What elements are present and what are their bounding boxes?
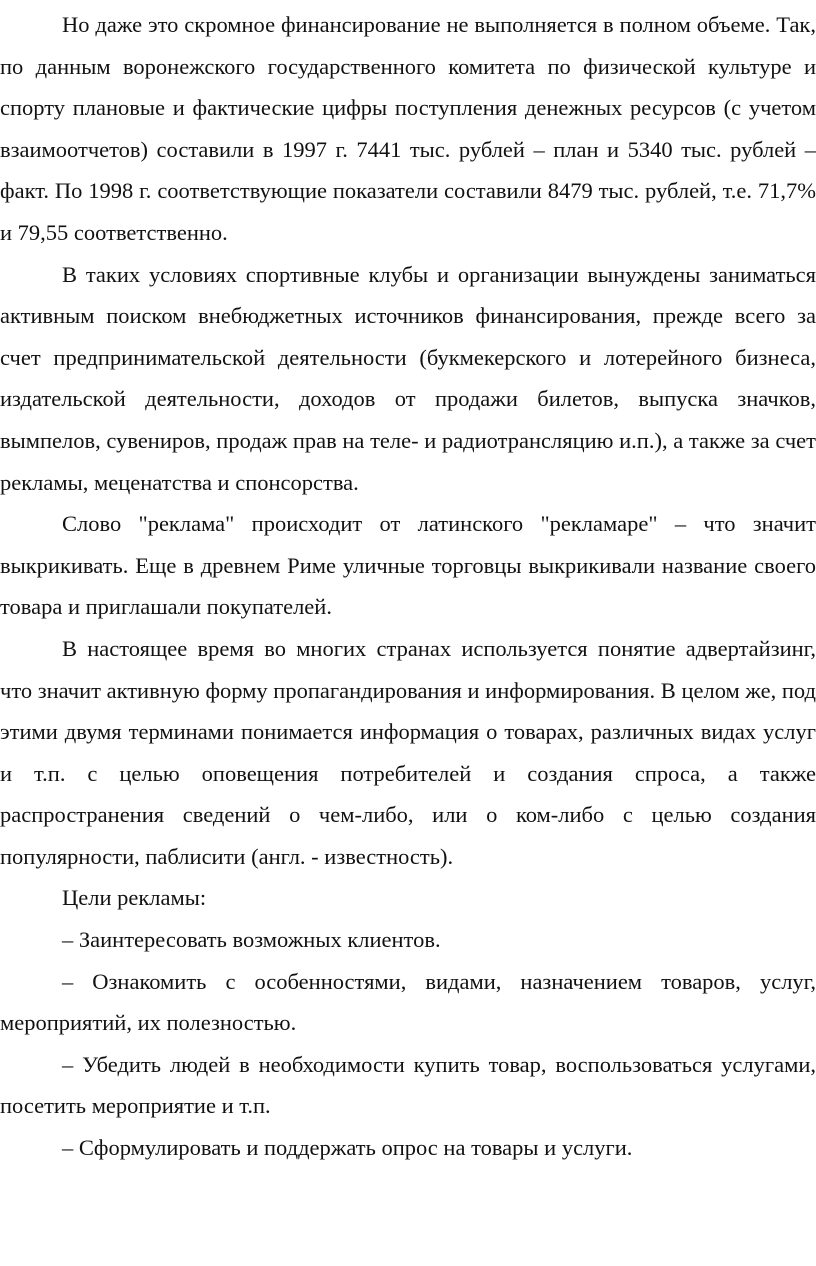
goal-item-acquaint: – Ознакомить с особенностями, видами, назначением товаров, услуг, мероприятий, их полезностью.: [0, 968, 816, 1036]
goal-item-formulate: – Сформулировать и поддержать опрос на товары и услуги.: [62, 1135, 633, 1161]
paragraph-extra-budget: В таких условиях спортивные клубы и организации вынуждены заниматься активным поиском внебюджетных источников финансирования, прежде всего за счет предпринимательской деятельности (букмекерского и лотерейного бизнеса, издательской деятельности, доходов от продажи билетов, выпуска значков, вымпелов, сувениров, продаж прав на теле- и радиотрансляцию и.п.), а также за счет рекламы, меценатства и спонсорства.: [0, 261, 816, 495]
goal-item-convince: – Убедить людей в необходимости купить товар, воспользоваться услугами, посетить мероприятие и т.п.: [0, 1051, 816, 1119]
goals-heading: Цели рекламы:: [62, 885, 207, 911]
paragraph-reklama-origin: Слово "реклама" происходит от латинского "рекламаре" – что значит выкрикивать. Еще в древнем Риме уличные торговцы выкрикивали название своего товара и приглашали покупателей.: [0, 511, 816, 620]
paragraph-advertising: В настоящее время во многих странах используется понятие адвертайзинг, что значит активную форму пропагандирования и информирования. В целом же, под этими двумя терминами понимается информация о товарах, различных видах услуг и т.п. с целью оповещения потребителей и создания спроса, а также распространения сведений о чем-либо, или о ком-либо с целью создания популярности, паблисити (англ. - известность).: [0, 635, 816, 869]
goal-item-interest: – Заинтересовать возможных клиентов.: [62, 927, 441, 953]
paragraph-financing: Но даже это скромное финансирование не выполняется в полном объеме. Так, по данным воронежского государственного комитета по физической культуре и спорту плановые и фактические цифры поступления денежных ресурсов (с учетом взаимоотчетов) составили в 1997 г. 7441 тыс. рублей – план и 5340 тыс. рублей – факт. По 1998 г. соответствующие показатели составили 8479 тыс. рублей, т.е. 71,7% и 79,55 соответственно.: [0, 12, 816, 245]
